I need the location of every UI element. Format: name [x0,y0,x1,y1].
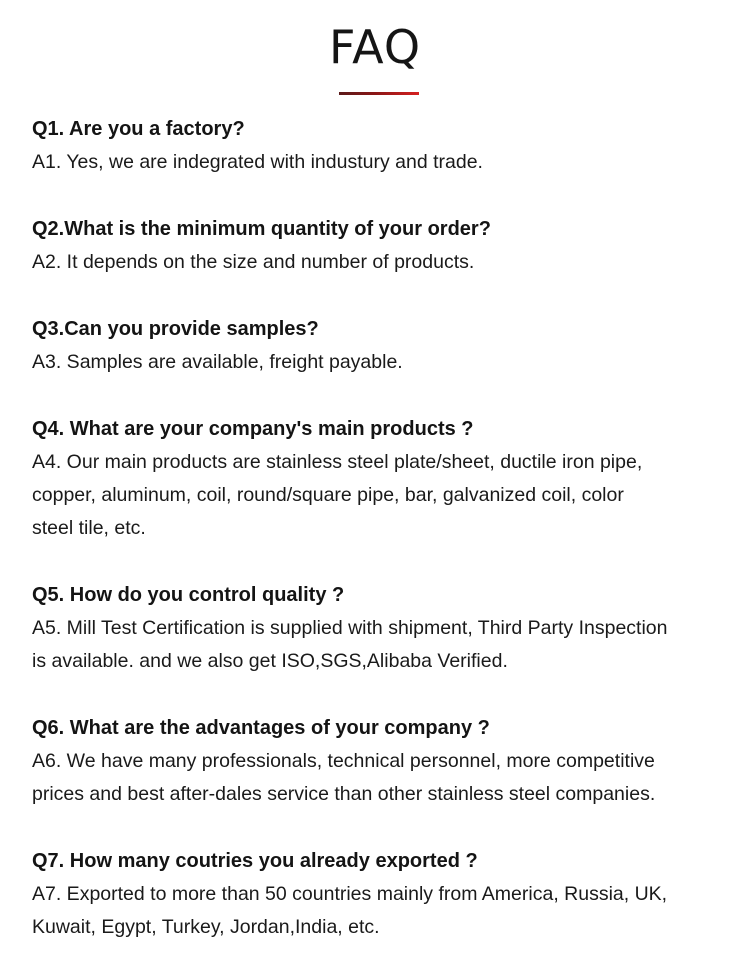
faq-answer-1 [32,146,732,179]
faq-answer-7-line-1: A7. Exported to more than 50 countries mainly from America, Russia, UK, [32,883,668,905]
faq-answer-4-line-1: A4. Our main products are stainless steel plate/sheet, ductile iron pipe, [32,451,643,473]
faq-answer-5-line-2: is available. and we also get ISO,SGS,Alibaba Verified. [32,650,508,672]
faq-answer-3 [32,346,732,379]
faq-item-2 [32,212,732,279]
faq-answer-5 [32,612,732,678]
faq-item-3 [32,312,732,379]
page-title: FAQ [328,20,422,74]
faq-item-7 [32,844,732,944]
faq-question-2: Q2.What is the minimum quantity of your order? [32,218,491,240]
faq-answer-4 [32,446,732,545]
faq-item-1 [32,112,732,179]
title-underline-divider [339,92,419,95]
faq-answer-3-line-1: A3. Samples are available, freight payable. [32,351,403,373]
faq-item-6 [32,711,732,811]
faq-answer-4-line-2: copper, aluminum, coil, round/square pipe, bar, galvanized coil, color [32,484,624,506]
faq-question-1: Q1. Are you a factory? [32,118,245,140]
faq-question-5: Q5. How do you control quality ? [32,584,345,606]
faq-answer-1-line-1: A1. Yes, we are indegrated with industury and trade. [32,151,483,173]
faq-answer-6-line-1: A6. We have many professionals, technical personnel, more competitive [32,750,655,772]
faq-answer-6-line-2: prices and best after-dales service than other stainless steel companies. [32,783,656,805]
faq-item-5 [32,578,732,678]
faq-answer-2 [32,246,732,279]
faq-question-7: Q7. How many coutries you already exported ? [32,850,478,872]
faq-question-6: Q6. What are the advantages of your company ? [32,717,490,739]
faq-answer-2-line-1: A2. It depends on the size and number of products. [32,251,475,273]
faq-answer-5-line-1: A5. Mill Test Certification is supplied with shipment, Third Party Inspection [32,617,668,639]
faq-list [32,112,732,977]
faq-item-4 [32,412,732,545]
faq-answer-4-line-3: steel tile, etc. [32,517,146,539]
faq-question-3: Q3.Can you provide samples? [32,318,319,340]
faq-answer-7 [32,878,732,944]
faq-question-4: Q4. What are your company's main products ? [32,418,474,440]
faq-answer-7-line-2: Kuwait, Egypt, Turkey, Jordan,India, etc. [32,916,380,938]
faq-answer-6 [32,745,732,811]
